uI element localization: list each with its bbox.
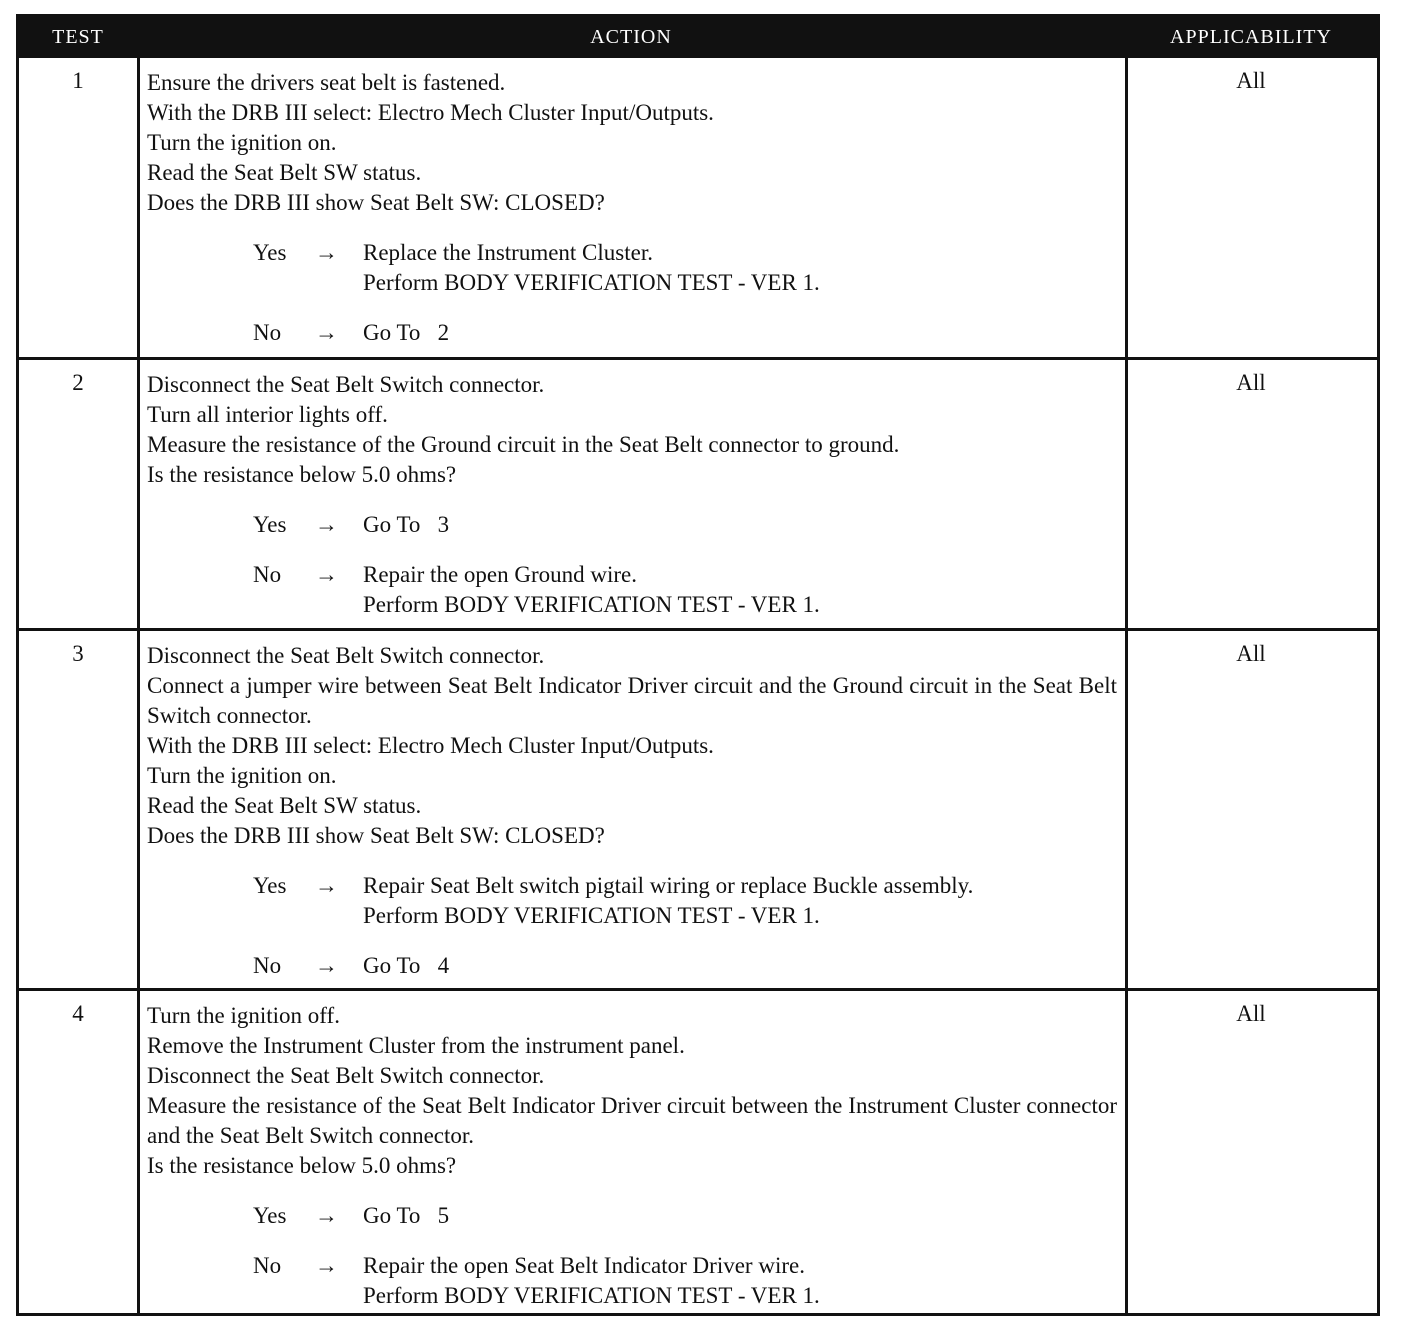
action-step: Measure the resistance of the Seat Belt Indicator Driver circuit between the Instrument Cluster connector and the Seat Belt Switch connector. — [147, 1093, 1117, 1148]
action-step: Turn all interior lights off. — [147, 402, 388, 427]
no-label: No — [253, 953, 282, 978]
action-step: Connect a jumper wire between Seat Belt Indicator Driver circuit and the Ground circuit in the Seat Belt Switch connector. — [147, 673, 1117, 728]
yes-label: Yes — [253, 1203, 287, 1228]
action-step: Disconnect the Seat Belt Switch connector. — [147, 372, 545, 397]
header-action: ACTION — [590, 26, 672, 48]
test-applicability: All — [1236, 1001, 1266, 1026]
arrow-icon: → — [315, 562, 338, 587]
no-label: No — [253, 562, 282, 587]
arrow-icon: → — [315, 240, 338, 265]
result-line: Repair Seat Belt switch pigtail wiring or replace Buckle assembly. — [363, 873, 974, 898]
test-action — [147, 68, 1117, 348]
action-step: Is the resistance below 5.0 ohms? — [147, 462, 457, 487]
diagnostic-test-table — [16, 14, 1380, 1316]
test-action — [147, 641, 1117, 981]
test-number: 1 — [72, 68, 84, 93]
no-answer — [253, 318, 1117, 348]
test-number: 2 — [72, 370, 84, 395]
no-result — [363, 318, 1117, 348]
result-line: Repair the open Seat Belt Indicator Driver wire. — [363, 1253, 805, 1278]
result-line: Perform BODY VERIFICATION TEST - VER 1. — [363, 592, 820, 617]
test-row-1 — [19, 55, 1377, 357]
yes-result — [363, 238, 1117, 298]
no-answer — [253, 951, 1117, 981]
result-line: Perform BODY VERIFICATION TEST - VER 1. — [363, 1283, 820, 1308]
result-line: Go To 4 — [363, 953, 450, 978]
result-line: Perform BODY VERIFICATION TEST - VER 1. — [363, 903, 820, 928]
test-number: 4 — [72, 1001, 84, 1026]
no-result — [363, 951, 1117, 981]
no-result — [363, 560, 1117, 620]
action-step: Turn the ignition on. — [147, 763, 337, 788]
yes-answer — [253, 510, 1117, 540]
result-line: Go To 5 — [363, 1203, 450, 1228]
action-step: With the DRB III select: Electro Mech Cluster Input/Outputs. — [147, 100, 714, 125]
action-step: Ensure the drivers seat belt is fastened. — [147, 70, 506, 95]
result-line: Replace the Instrument Cluster. — [363, 240, 653, 265]
no-answer — [253, 560, 1117, 620]
action-step: Turn the ignition off. — [147, 1003, 340, 1028]
result-line: Perform BODY VERIFICATION TEST - VER 1. — [363, 270, 820, 295]
arrow-icon: → — [315, 1253, 338, 1278]
action-step: Disconnect the Seat Belt Switch connector. — [147, 643, 545, 668]
action-step: Does the DRB III show Seat Belt SW: CLOSED? — [147, 823, 605, 848]
result-line: Repair the open Ground wire. — [363, 562, 638, 587]
arrow-icon: → — [315, 953, 338, 978]
test-action — [147, 1001, 1117, 1311]
action-step: Does the DRB III show Seat Belt SW: CLOSED? — [147, 190, 605, 215]
action-step: Read the Seat Belt SW status. — [147, 160, 422, 185]
header-test: TEST — [52, 26, 104, 48]
yes-result — [363, 1201, 1117, 1231]
result-line: Go To 2 — [363, 320, 450, 345]
yes-result — [363, 871, 1117, 931]
test-applicability: All — [1236, 641, 1266, 666]
action-step: Remove the Instrument Cluster from the instrument panel. — [147, 1033, 685, 1058]
table-header — [19, 17, 1377, 55]
column-divider — [137, 17, 140, 1313]
test-row-4 — [19, 988, 1377, 1313]
action-step: Read the Seat Belt SW status. — [147, 793, 422, 818]
no-label: No — [253, 320, 282, 345]
test-row-2 — [19, 357, 1377, 628]
yes-answer — [253, 238, 1117, 298]
no-label: No — [253, 1253, 282, 1278]
test-number: 3 — [72, 641, 84, 666]
test-row-3 — [19, 628, 1377, 988]
action-step: Is the resistance below 5.0 ohms? — [147, 1153, 457, 1178]
arrow-icon: → — [315, 320, 338, 345]
arrow-icon: → — [315, 512, 338, 537]
no-result — [363, 1251, 1117, 1311]
arrow-icon: → — [315, 873, 338, 898]
action-step: Measure the resistance of the Ground circuit in the Seat Belt connector to ground. — [147, 432, 900, 457]
yes-label: Yes — [253, 240, 287, 265]
header-applicability: APPLICABILITY — [1170, 26, 1332, 48]
yes-result — [363, 510, 1117, 540]
action-step: With the DRB III select: Electro Mech Cluster Input/Outputs. — [147, 733, 714, 758]
arrow-icon: → — [315, 1203, 338, 1228]
no-answer — [253, 1251, 1117, 1311]
yes-label: Yes — [253, 512, 287, 537]
yes-label: Yes — [253, 873, 287, 898]
test-applicability: All — [1236, 370, 1266, 395]
action-step: Disconnect the Seat Belt Switch connector. — [147, 1063, 545, 1088]
result-line: Go To 3 — [363, 512, 450, 537]
test-applicability: All — [1236, 68, 1266, 93]
column-divider — [1125, 17, 1128, 1313]
yes-answer — [253, 871, 1117, 931]
yes-answer — [253, 1201, 1117, 1231]
action-step: Turn the ignition on. — [147, 130, 337, 155]
test-action — [147, 370, 1117, 620]
